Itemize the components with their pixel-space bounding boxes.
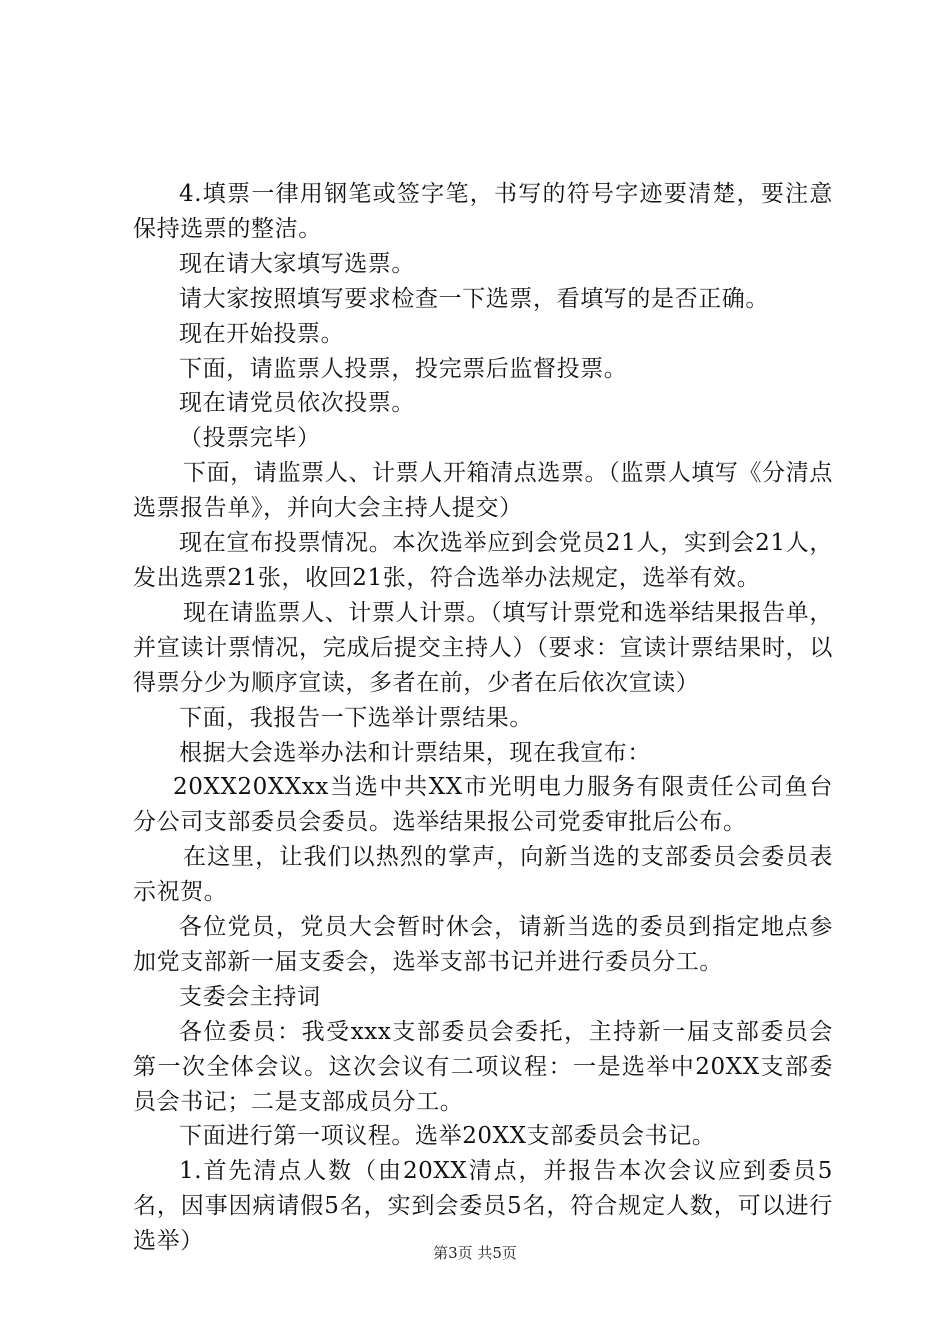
- paragraph-headcount: 1.首先清点人数（由20XX清点，并报告本次会议应到委员5名，因事因病请假5名，实到会委员5名，符合规定人数，可以进行选举）: [133, 1158, 833, 1255]
- paragraph-first-agenda: 下面进行第一项议程。选举20XX支部委员会书记。: [179, 1123, 716, 1150]
- paragraph-voting-complete: （投票完毕）: [179, 425, 321, 452]
- paragraph-report-results: 下面，我报告一下选举计票结果。: [179, 704, 533, 731]
- paragraph-fill-ballot: 现在请大家填写选票。: [179, 250, 415, 277]
- paragraph-monitors-vote: 下面，请监票人投票，投完票后监督投票。: [179, 355, 628, 382]
- paragraph-congratulate: 在这里，让我们以热烈的掌声，向新当选的支部委员会委员表示祝贺。: [133, 844, 833, 906]
- paragraph-start-voting: 现在开始投票。: [179, 320, 345, 347]
- page-number-footer: 第3页 共5页: [433, 1244, 517, 1262]
- paragraph-recess: 各位党员，党员大会暂时休会，请新当选的委员到指定地点参加党支部新一届支委会，选举支部书记并进行委员分工。: [133, 914, 833, 975]
- paragraph-count-ballots: 下面，请监票人、计票人开箱清点选票。（监票人填写《分清点选票报告单》，并向大会主持人提交）: [133, 460, 833, 522]
- paragraph-check-ballot: 请大家按照填写要求检查一下选票，看填写的是否正确。: [179, 285, 769, 312]
- paragraph-elected-members: 20XX20XXxx当选中共XX市光明电力服务有限责任公司鱼台分公司支部委员会委员。选举结果报公司党委审批后公布。: [133, 774, 833, 836]
- paragraph-tally-votes: 现在请监票人、计票人计票。（填写计票党和选举结果报告单，并宣读计票情况，完成后提交主持人）（要求：宣读计票结果时，以得票分少为顺序宣读，多者在前，少者在后依次宣读）: [133, 599, 833, 696]
- paragraph-vote-situation: 现在宣布投票情况。本次选举应到会党员21人，实到会21人，发出选票21张，收回21张，符合选举办法规定，选举有效。: [133, 530, 833, 591]
- paragraph-ballot-rules: 4.填票一律用钢笔或签字笔，书写的符号字迹要清楚，要注意保持选票的整洁。: [133, 181, 833, 242]
- section-heading-host-speech: 支委会主持词: [179, 983, 321, 1010]
- paragraph-members-vote: 现在请党员依次投票。: [179, 390, 415, 417]
- paragraph-committee-opening: 各位委员：我受xxx支部委员会委托，主持新一届支部委员会第一次全体会议。这次会议有二项议程：一是选举中20XX支部委员会书记；二是支部成员分工。: [133, 1018, 833, 1115]
- document-body: [133, 177, 833, 1259]
- paragraph-announce: 根据大会选举办法和计票结果，现在我宣布：: [179, 739, 651, 766]
